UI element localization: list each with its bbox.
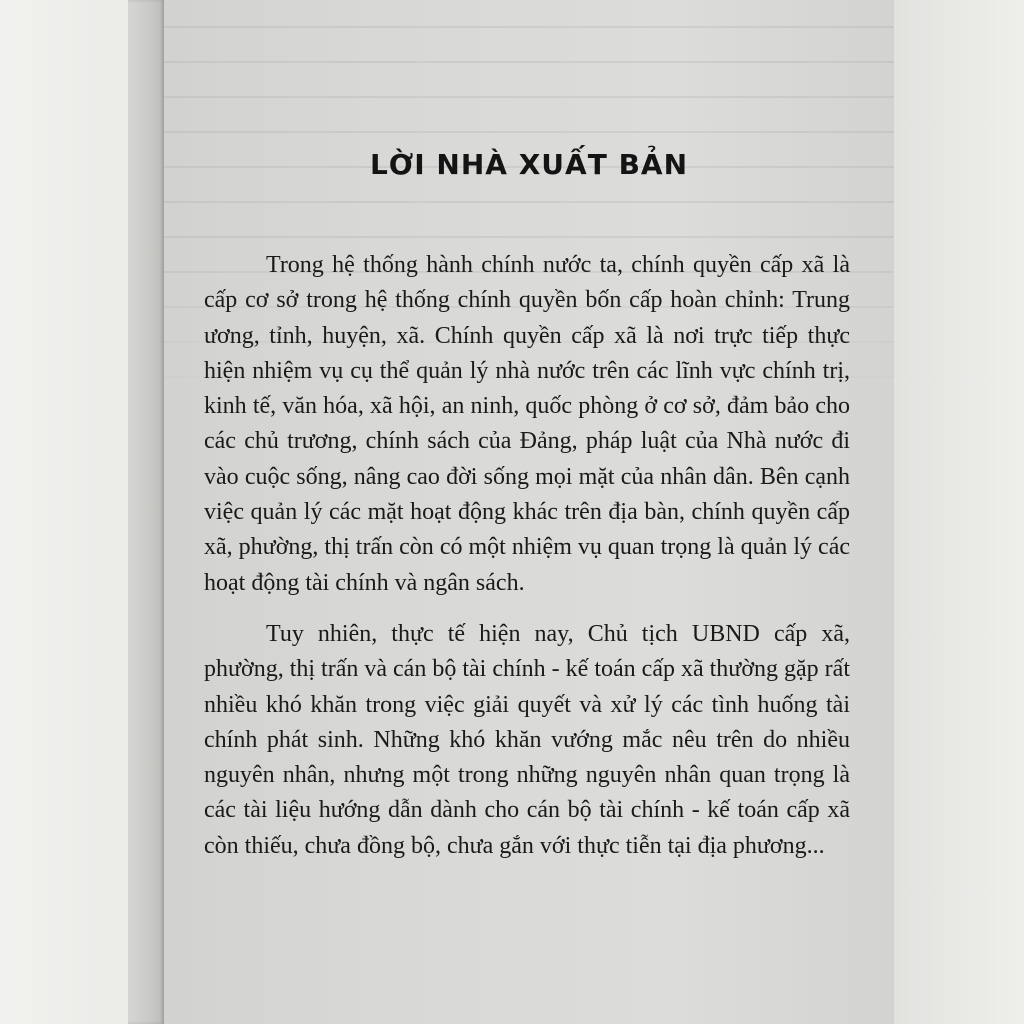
- paragraph-1: Trong hệ thống hành chính nước ta, chính quyền cấp xã là cấp cơ sở trong hệ thống chính quyền bốn cấp hoàn chỉnh: Trung ương, tỉnh, huyện, xã. Chính quyền cấp xã là nơi trực tiếp thực hiện nhiệm vụ cụ thể quản lý nhà nước trên các lĩnh vực chính trị, kinh tế, văn hóa, xã hội, an ninh, quốc phòng ở cơ sở, đảm bảo cho các chủ trương, chính sách của Đảng, pháp luật của Nhà nước đi vào cuộc sống, nâng cao đời sống mọi mặt của nhân dân. Bên cạnh việc quản lý các mặt hoạt động khác trên địa bàn, chính quyền cấp xã, phường, thị trấn còn có một nhiệm vụ quan trọng là quản lý các hoạt động tài chính và ngân sách.: [204, 252, 850, 596]
- book-page: [164, 0, 894, 1024]
- previous-page-edge: [128, 0, 164, 1024]
- page-body: [204, 248, 850, 864]
- background-surface: [894, 0, 1024, 1024]
- page-title: LỜI NHÀ XUẤT BẢN: [369, 148, 689, 181]
- paragraph-2: Tuy nhiên, thực tế hiện nay, Chủ tịch UBND cấp xã, phường, thị trấn và cán bộ tài chính - kế toán cấp xã thường gặp rất nhiều khó khăn trong việc giải quyết và xử lý các tình huống tài chính phát sinh. Những khó khăn vướng mắc nêu trên do nhiều nguyên nhân, nhưng một trong những nguyên nhân quan trọng là các tài liệu hướng dẫn dành cho cán bộ tài chính - kế toán cấp xã còn thiếu, chưa đồng bộ, chưa gắn với thực tiễn tại địa phương...: [204, 620, 850, 859]
